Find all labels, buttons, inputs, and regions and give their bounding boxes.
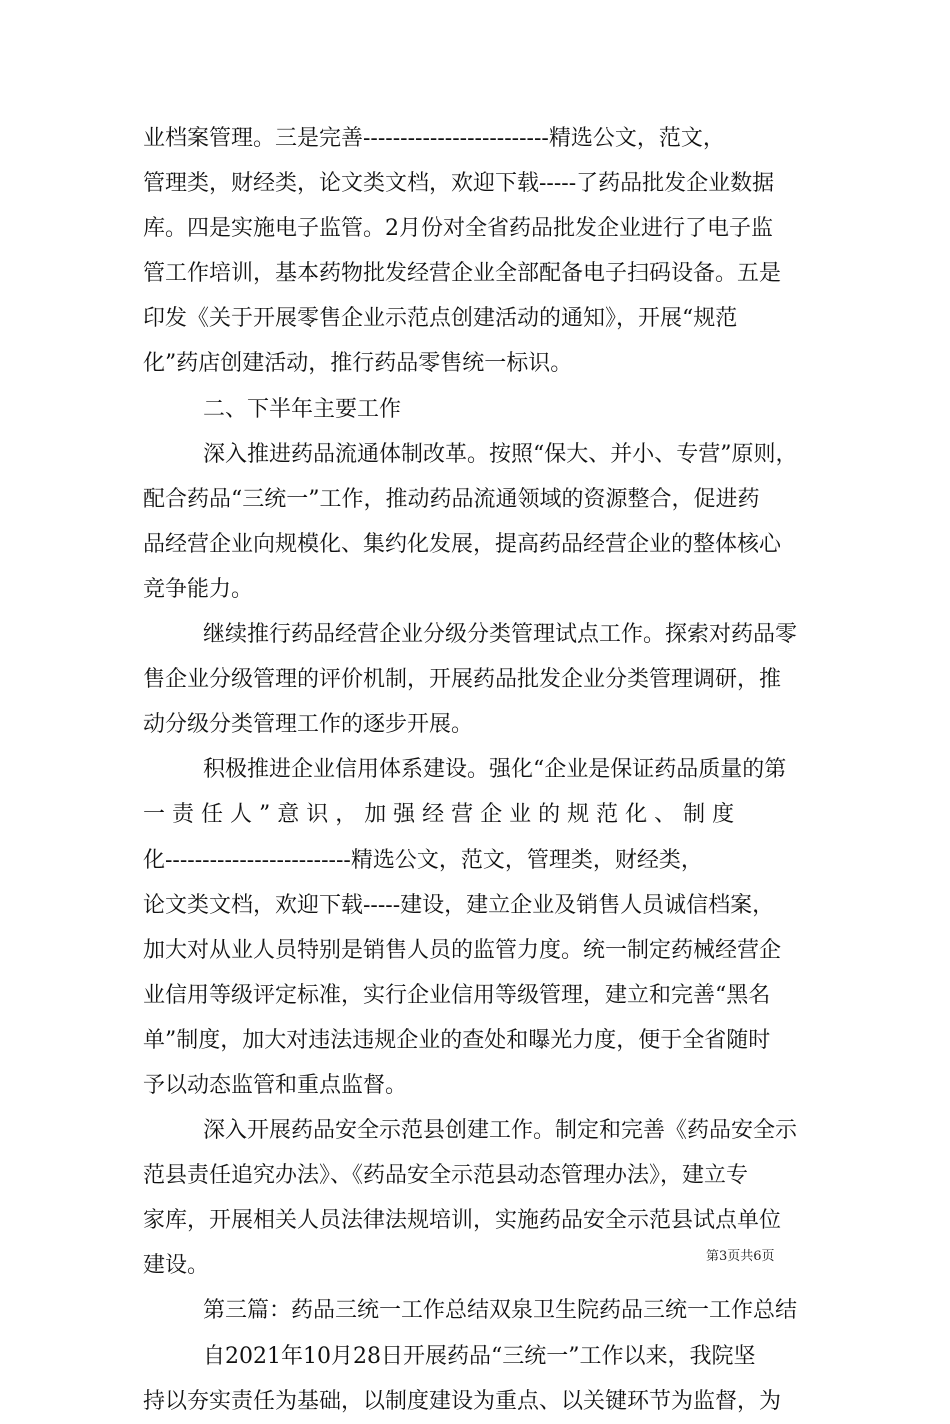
page-number: 第3页共6页 xyxy=(706,1249,775,1264)
text-line: 二、下半年主要工作 xyxy=(203,396,402,422)
text-line: 予以动态监管和重点监督。 xyxy=(143,1072,408,1098)
text-line: 继续推行药品经营企业分级分类管理试点工作。探索对药品零 xyxy=(203,622,798,648)
text-line: 配合药品“三统一”工作，推动药品流通领域的资源整合，促进药 xyxy=(143,486,760,512)
text-line: 持以夯实责任为基础，以制度建设为重点、以关键环节为监督，为 xyxy=(143,1388,782,1414)
text-line: 管工作培训，基本药物批发经营企业全部配备电子扫码设备。五是 xyxy=(143,261,782,287)
text-line: 化-------------------------精选公文，范文，管理类，财经类， xyxy=(143,847,703,873)
text-line: 售企业分级管理的评价机制，开展药品批发企业分类管理调研，推 xyxy=(143,667,782,693)
text-line: 建设。 xyxy=(143,1253,210,1279)
text-line: 单”制度，加大对违法违规企业的查处和曝光力度，便于全省随时 xyxy=(143,1027,771,1053)
text-line: 印发《关于开展零售企业示范点创建活动的通知》，开展“规范 xyxy=(143,306,738,332)
text-line: 品经营企业向规模化、集约化发展，提高药品经营企业的整体核心 xyxy=(143,531,782,557)
text-line: 积极推进企业信用体系建设。强化“企业是保证药品质量的第 xyxy=(203,757,787,783)
text-line: 自2021年10月28日开展药品“三统一”工作以来，我院坚 xyxy=(203,1343,756,1369)
text-line: 一 责 任 人 ” 意 识 ， 加 强 经 营 企 业 的 规 范 化 、 制 度 xyxy=(143,802,735,828)
text-line: 家库，开展相关人员法律法规培训，实施药品安全示范县试点单位 xyxy=(143,1208,782,1234)
text-line: 深入开展药品安全示范县创建工作。制定和完善《药品安全示 xyxy=(203,1118,798,1144)
text-line: 库。四是实施电子监管。2月份对全省药品批发企业进行了电子监 xyxy=(143,216,773,242)
text-line: 范县责任追究办法》、《药品安全示范县动态管理办法》，建立专 xyxy=(143,1163,749,1189)
text-line: 论文类文档，欢迎下载-----建设，建立企业及销售人员诚信档案， xyxy=(143,892,775,918)
text-line: 动分级分类管理工作的逐步开展。 xyxy=(143,712,474,738)
text-line: 业信用等级评定标准，实行企业信用等级管理，建立和完善“黑名 xyxy=(143,982,771,1008)
text-line: 化”药店创建活动，推行药品零售统一标识。 xyxy=(143,351,573,377)
text-line: 竞争能力。 xyxy=(143,576,254,602)
document-body xyxy=(143,116,808,1424)
text-line: 深入推进药品流通体制改革。按照“保大、并小、专营”原则， xyxy=(203,441,798,467)
text-line: 第三篇：药品三统一工作总结双泉卫生院药品三统一工作总结 xyxy=(203,1298,798,1324)
text-line: 业档案管理。三是完善-------------------------精选公文，范文， xyxy=(143,126,725,151)
text-line: 管理类，财经类，论文类文档，欢迎下载-----了药品批发企业数据 xyxy=(143,171,775,197)
text-line: 加大对从业人员特别是销售人员的监管力度。统一制定药械经营企 xyxy=(143,937,782,963)
